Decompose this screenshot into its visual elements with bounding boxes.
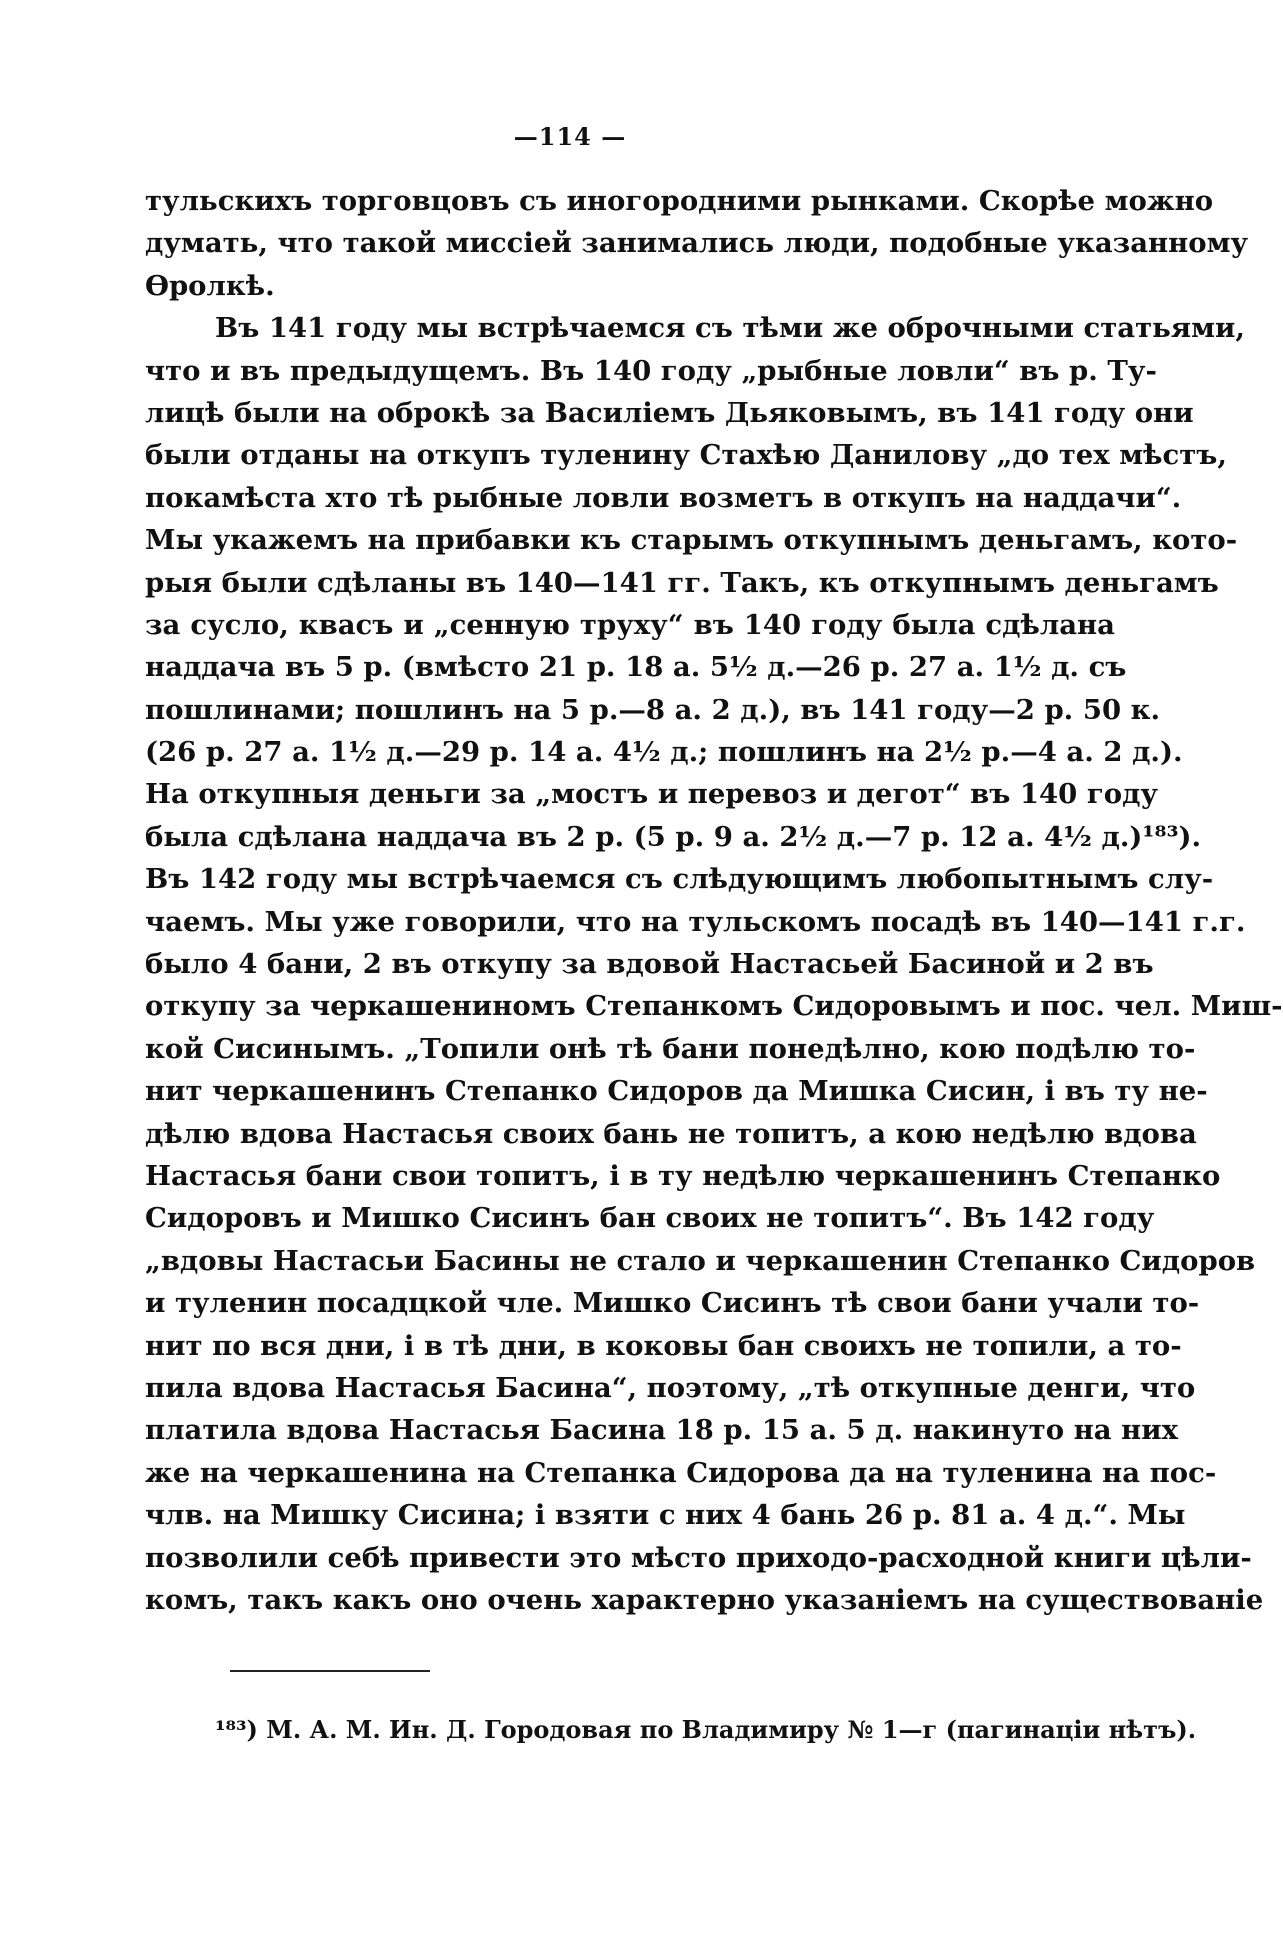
text-line: была сдѣлана наддача въ 2 р. (5 р. 9 а. 2½ д.—7 р. 12 а. 4½ д.)¹⁸³). — [145, 820, 1202, 853]
page-number: —114 — — [513, 122, 627, 151]
text-line: же на черкашенина на Степанка Сидорова да на туленина на пос- — [145, 1456, 1217, 1489]
text-line: члв. на Мишку Сисина; і взяти с них 4 бань 26 р. 81 а. 4 д.“. Мы — [145, 1499, 1186, 1532]
text-line: Настасья бани свои топитъ, і в ту недѣлю черкашенинъ Степанко — [145, 1159, 1221, 1192]
text-line: были отданы на откупъ туленину Стахѣю Данилову „до тех мѣстъ, — [145, 439, 1227, 472]
text-line: пошлинами; пошлинъ на 5 р.—8 а. 2 д.), въ 141 году—2 р. 50 к. — [145, 693, 1161, 726]
text-line: „вдовы Настасьи Басины не стало и черкашенин Степанко Сидоров — [145, 1244, 1256, 1277]
text-line: нит по вся дни, і в тѣ дни, в коковы бан своихъ не топили, а то- — [145, 1329, 1182, 1362]
footnote: ¹⁸³) М. А. М. Ин. Д. Городовая по Владимиру № 1—г (пагинаціи нѣтъ). — [215, 1715, 1197, 1744]
text-line: и туленин посадцкой чле. Мишко Сисинъ тѣ свои бани учали то- — [145, 1287, 1200, 1320]
text-line: Сидоровъ и Мишко Сисинъ бан своих не топитъ“. Въ 142 году — [145, 1202, 1155, 1235]
text-line: пила вдова Настасья Басина“, поэтому, „тѣ откупные денги, что — [145, 1371, 1196, 1404]
footnote-divider — [230, 1670, 430, 1672]
text-line: кой Сисинымъ. „Топили онѣ тѣ бани понедѣлно, кою подѣлю то- — [145, 1032, 1196, 1065]
text-line: покамѣста хто тѣ рыбные ловли возметъ в откупъ на наддачи“. — [145, 481, 1182, 514]
text-line: тульскихъ торговцовъ съ иногородними рынками. Скорѣе можно — [145, 185, 1214, 217]
text-line: платила вдова Настасья Басина 18 р. 15 а. 5 д. накинуто на них — [145, 1414, 1179, 1447]
text-line: Өролкѣ. — [145, 269, 275, 302]
text-line: На откупныя деньги за „мостъ и перевоз и дегот“ въ 140 году — [145, 778, 1159, 811]
body-text — [145, 180, 1283, 1621]
text-line: чаемъ. Мы уже говорили, что на тульскомъ посадѣ въ 140—141 г.г. — [145, 905, 1246, 938]
text-line: лицѣ были на оброкѣ за Василіемъ Дьяковымъ, въ 141 году они — [145, 396, 1194, 429]
text-line: что и въ предыдущемъ. Въ 140 году „рыбные ловли“ въ р. Ту- — [145, 354, 1157, 387]
text-line: комъ, такъ какъ оно очень характерно указаніемъ на существованіе — [145, 1583, 1264, 1616]
text-line: позволили себѣ привести это мѣсто приходо-расходной книги цѣли- — [145, 1541, 1252, 1574]
text-line: нит черкашенинъ Степанко Сидоров да Мишка Сисин, і въ ту не- — [145, 1075, 1208, 1108]
text-line: рыя были сдѣланы въ 140—141 гг. Такъ, къ откупнымъ деньгамъ — [145, 566, 1219, 599]
text-line: (26 р. 27 а. 1½ д.—29 р. 14 а. 4½ д.; пошлинъ на 2½ р.—4 а. 2 д.). — [145, 736, 1183, 769]
text-line: откупу за черкашениномъ Степанкомъ Сидоровымъ и пос. чел. Миш- — [145, 990, 1283, 1023]
text-line: за сусло, квасъ и „сенную труху“ въ 140 году была сдѣлана — [145, 608, 1115, 641]
text-line: Въ 142 году мы встрѣчаемся съ слѣдующимъ любопытнымъ слу- — [145, 863, 1214, 896]
text-line: наддача въ 5 р. (вмѣсто 21 р. 18 а. 5½ д.—26 р. 27 а. 1½ д. съ — [145, 651, 1127, 684]
text-line: Въ 141 году мы встрѣчаемся съ тѣми же оброчными статьями, — [215, 312, 1245, 345]
text-line: было 4 бани, 2 въ откупу за вдовой Настасьей Басиной и 2 въ — [145, 948, 1154, 981]
text-line: думать, что такой миссіей занимались люди, подобные указанному — [145, 227, 1249, 260]
text-line: Мы укажемъ на прибавки къ старымъ откупнымъ деньгамъ, кото- — [145, 524, 1238, 557]
text-line: дѣлю вдова Настасья своих бань не топитъ, а кою недѣлю вдова — [145, 1117, 1197, 1150]
